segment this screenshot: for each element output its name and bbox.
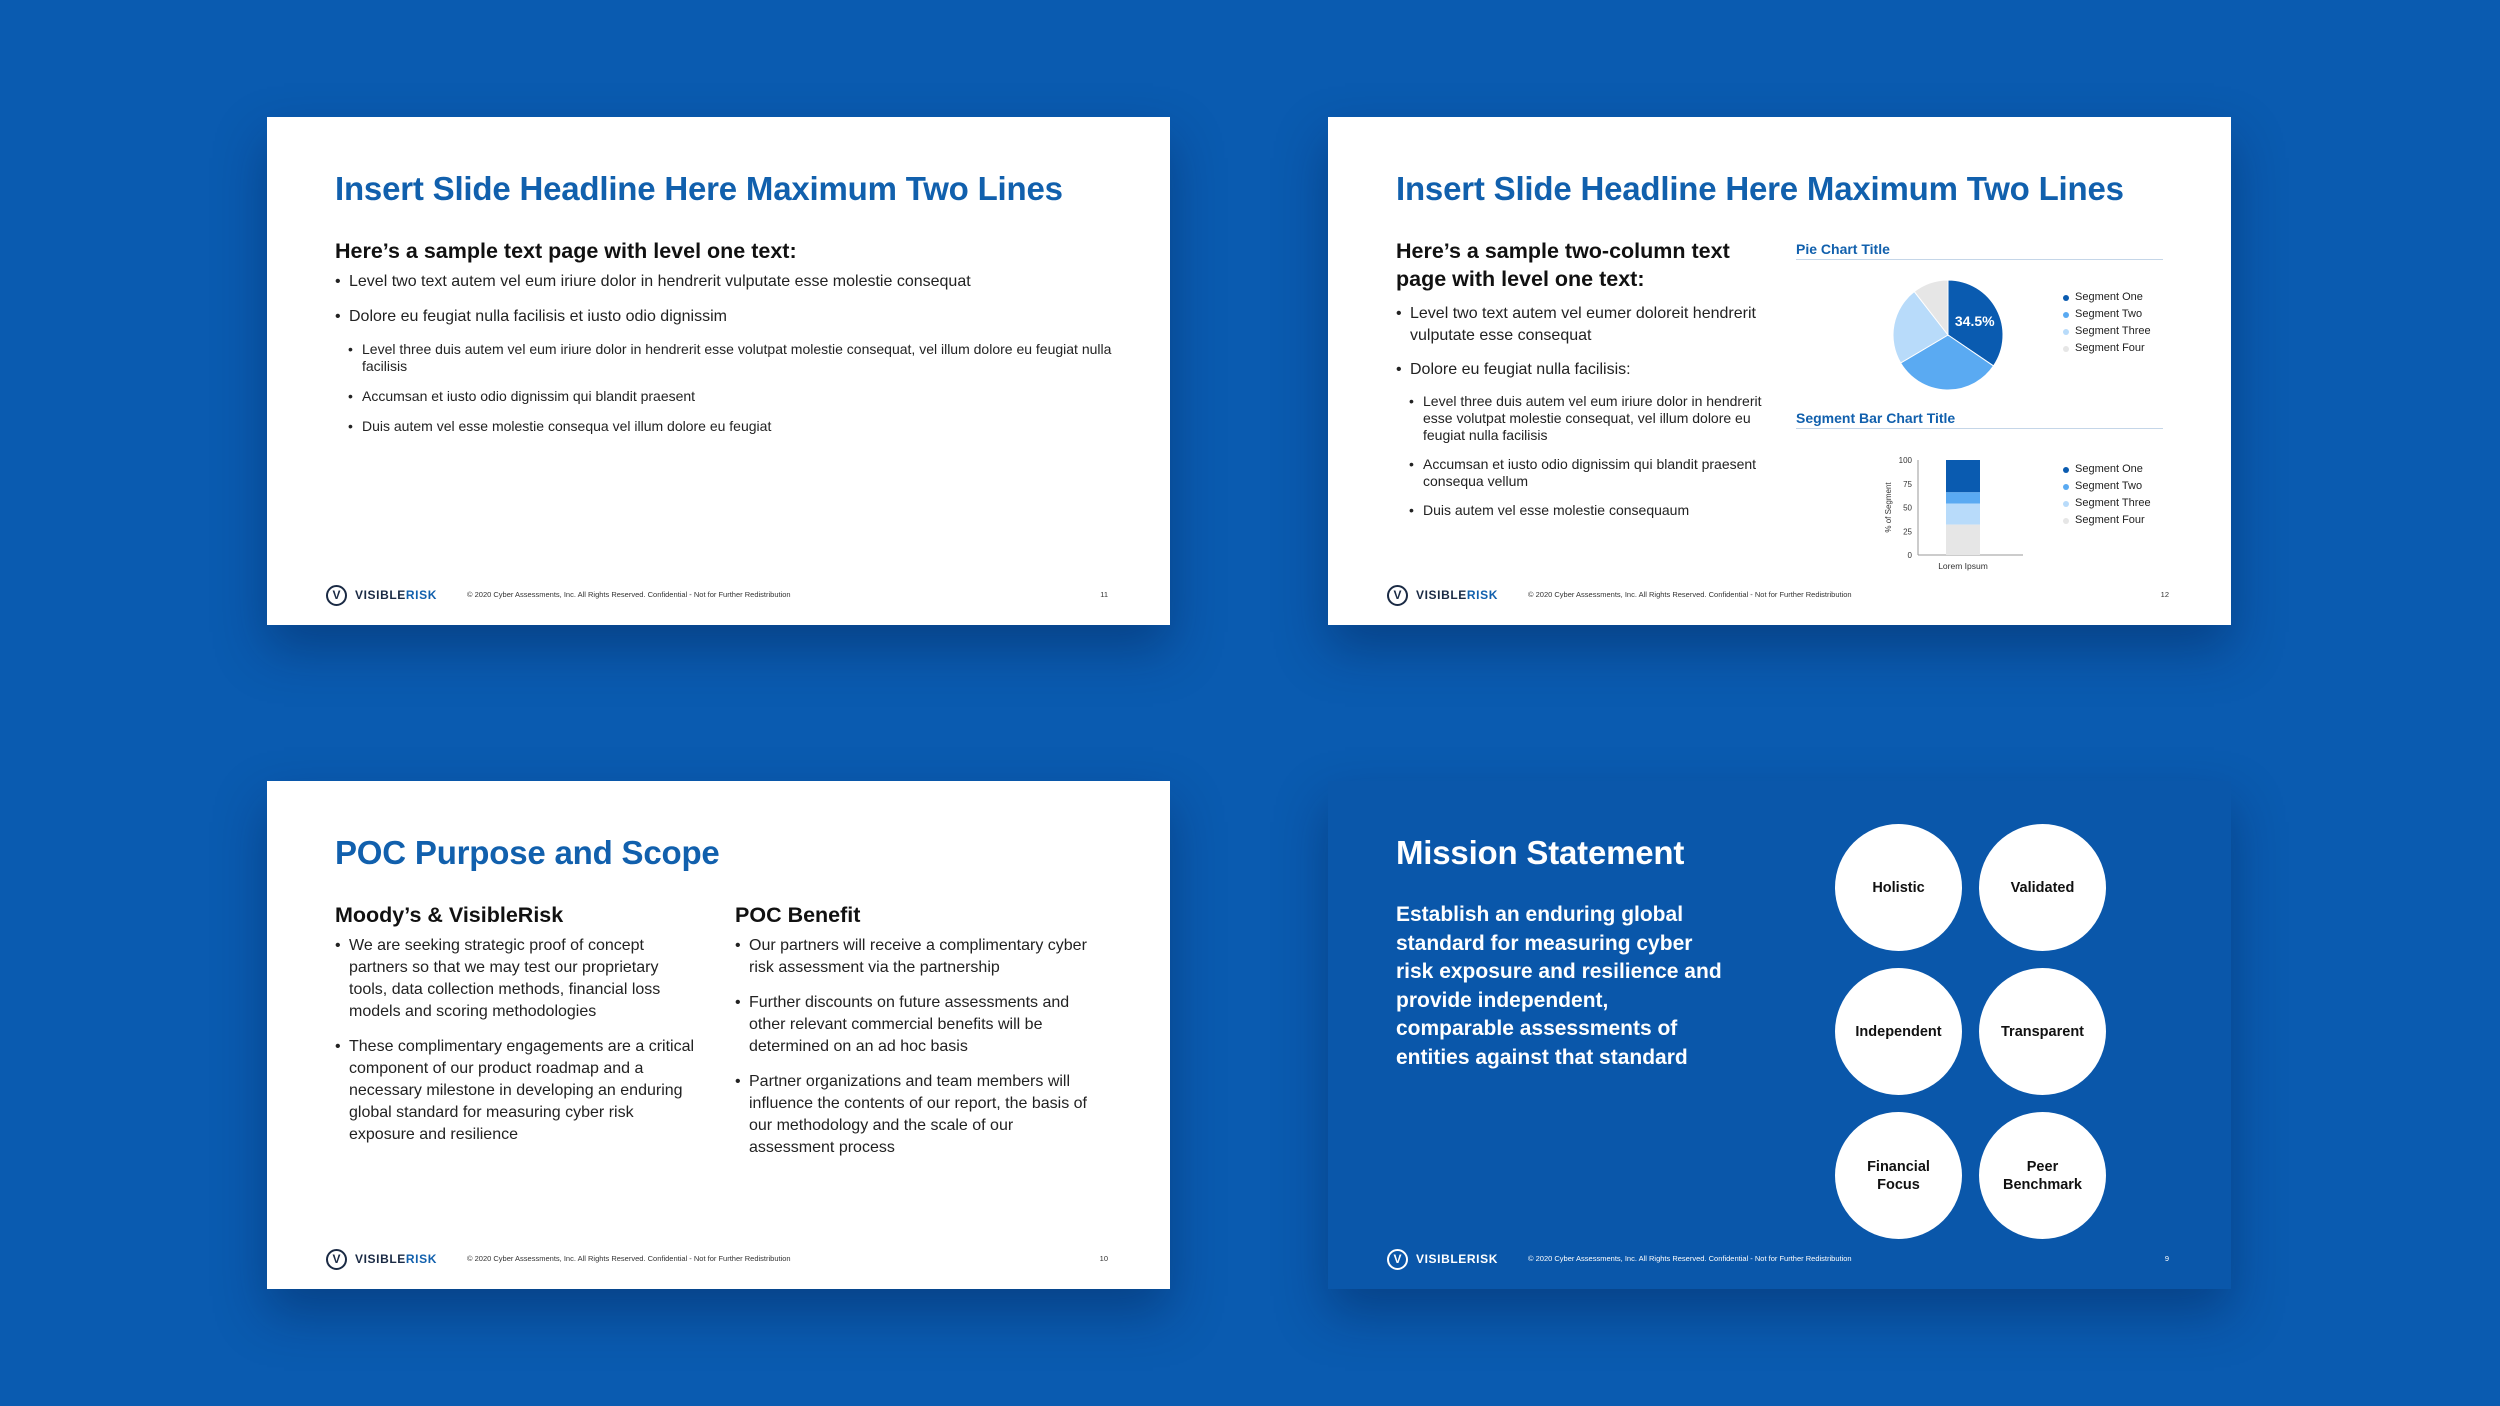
logo-text-visible: VISIBLE bbox=[355, 1252, 406, 1266]
legend-item-segment-one bbox=[2063, 289, 2173, 306]
left-column bbox=[335, 901, 695, 1159]
legend-swatch bbox=[2063, 501, 2069, 507]
bar-segment-segment-two bbox=[1946, 492, 1980, 503]
logo-text-risk: RISK bbox=[1466, 588, 1498, 602]
logo-text-visible: VISIBLE bbox=[355, 588, 406, 602]
copyright-notice: © 2020 Cyber Assessments, Inc. All Rights Reserved. Confidential - Not for Further Redistribution bbox=[467, 590, 791, 599]
bar-segment-segment-three bbox=[1946, 504, 1980, 525]
bullet-level-three: • Duis autem vel esse molestie consequaum bbox=[1409, 502, 1766, 519]
bullet-level-three: • Level three duis autem vel eum iriure dolor in hendrerit esse volutpat molestie consequat, vel illum dolore eu feugiat nulla facilisis bbox=[348, 341, 1115, 375]
legend-item-segment-four bbox=[2063, 512, 2173, 529]
slide-headline: POC Purpose and Scope bbox=[335, 834, 720, 871]
slide-footer bbox=[326, 1248, 1156, 1270]
bullet-level-two: • Partner organizations and team members will influence the contents of our report, the basis of our methodology and the scale of our assessment process bbox=[735, 1071, 1095, 1159]
slide-headline: Insert Slide Headline Here Maximum Two Lines bbox=[1396, 170, 2124, 207]
y-tick-label: 25 bbox=[1903, 527, 1912, 537]
logo-text-risk: RISK bbox=[1466, 1252, 1498, 1266]
bullet-level-two: • Level two text autem vel eum iriure dolor in hendrerit vulputate esse molestie consequat bbox=[335, 271, 1115, 293]
bullet-level-two: • These complimentary engagements are a critical component of our product roadmap and a necessary milestone in developing an enduring global standard for measuring cyber risk exposure and resilience bbox=[335, 1036, 695, 1146]
slide-text-page[interactable] bbox=[267, 117, 1170, 625]
logo-text-risk: RISK bbox=[405, 588, 437, 602]
bar-segment-segment-one bbox=[1946, 460, 1980, 492]
copyright-notice: © 2020 Cyber Assessments, Inc. All Rights Reserved. Confidential - Not for Further Redistribution bbox=[1528, 1254, 1852, 1263]
logo-text-risk: RISK bbox=[405, 1252, 437, 1266]
bar-legend bbox=[2063, 461, 2173, 529]
slide-footer bbox=[326, 584, 1156, 606]
logo-mark-icon: V bbox=[326, 585, 347, 606]
slide-poc-purpose[interactable] bbox=[267, 781, 1170, 1289]
pie-chart bbox=[1888, 275, 2008, 395]
slide-mission-statement[interactable] bbox=[1328, 781, 2231, 1289]
bullet-level-three: • Duis autem vel esse molestie consequa vel illum dolore eu feugiat bbox=[348, 418, 1115, 435]
x-category-label: Lorem Ipsum bbox=[1938, 561, 1988, 571]
legend-swatch bbox=[2063, 329, 2069, 335]
y-tick-label: 0 bbox=[1907, 551, 1912, 560]
column-title: POC Benefit bbox=[735, 903, 861, 927]
page-number: 10 bbox=[1099, 1254, 1108, 1263]
page-number: 9 bbox=[2164, 1254, 2169, 1263]
value-circle-peer-benchmark: Peer Benchmark bbox=[1979, 1112, 2106, 1239]
bar-segment-segment-four bbox=[1946, 525, 1980, 555]
right-column bbox=[735, 901, 1095, 1172]
legend-label: Segment Four bbox=[2075, 514, 2145, 526]
y-tick-label: 75 bbox=[1903, 479, 1912, 489]
bullet-level-two: • Level two text autem vel eumer doloreit hendrerit vulputate esse consequat bbox=[1396, 303, 1766, 347]
page-number: 12 bbox=[2160, 590, 2169, 599]
legend-item-segment-three bbox=[2063, 495, 2173, 512]
legend-item-segment-three bbox=[2063, 323, 2173, 340]
legend-label: Segment Three bbox=[2075, 325, 2151, 337]
pie-chart-title: Pie Chart Title bbox=[1796, 241, 2163, 260]
level-one-text: Here’s a sample two-column text page with level one text: bbox=[1396, 239, 1730, 291]
level-one-text: Here’s a sample text page with level one text: bbox=[335, 239, 797, 263]
bar-chart bbox=[1868, 450, 2058, 580]
bullet-level-three: • Accumsan et iusto odio dignissim qui blandit praesent bbox=[348, 388, 1115, 405]
legend-swatch bbox=[2063, 346, 2069, 352]
legend-swatch bbox=[2063, 484, 2069, 490]
legend-item-segment-two bbox=[2063, 306, 2173, 323]
legend-item-segment-four bbox=[2063, 340, 2173, 357]
bullet-level-two: • Our partners will receive a complimentary cyber risk assessment via the partnership bbox=[735, 935, 1095, 979]
bullet-level-two: • We are seeking strategic proof of concept partners so that we may test our proprietary tools, data collection methods, financial loss models and scoring methodologies bbox=[335, 935, 695, 1023]
legend-swatch bbox=[2063, 295, 2069, 301]
bullet-level-three: • Accumsan et iusto odio dignissim qui blandit praesent consequa vellum bbox=[1409, 456, 1766, 490]
visiblerisk-logo bbox=[1387, 584, 1498, 606]
bullet-level-two: • Further discounts on future assessments and other relevant commercial benefits will be determined on an ad hoc basis bbox=[735, 992, 1095, 1058]
copyright-notice: © 2020 Cyber Assessments, Inc. All Rights Reserved. Confidential - Not for Further Redistribution bbox=[467, 1254, 791, 1263]
logo-mark-icon: V bbox=[326, 1249, 347, 1270]
slide-headline: Insert Slide Headline Here Maximum Two Lines bbox=[335, 170, 1063, 207]
logo-mark-icon: V bbox=[1387, 585, 1408, 606]
value-circle-validated: Validated bbox=[1979, 824, 2106, 951]
column-title: Moody’s & VisibleRisk bbox=[335, 903, 564, 927]
visiblerisk-logo bbox=[326, 584, 437, 606]
legend-label: Segment Four bbox=[2075, 342, 2145, 354]
slide-footer bbox=[1387, 584, 2217, 606]
slide-headline: Mission Statement bbox=[1396, 834, 1685, 871]
legend-label: Segment One bbox=[2075, 291, 2143, 303]
legend-swatch bbox=[2063, 467, 2069, 473]
logo-text-visible: VISIBLE bbox=[1416, 588, 1467, 602]
value-circle-financial-focus: Financial Focus bbox=[1835, 1112, 1962, 1239]
copyright-notice: © 2020 Cyber Assessments, Inc. All Rights Reserved. Confidential - Not for Further Redistribution bbox=[1528, 590, 1852, 599]
legend-label: Segment Two bbox=[2075, 480, 2143, 492]
mission-statement-text: Establish an enduring global standard for measuring cyber risk exposure and resilience and provide independent, comparable assessments of entities against that standard bbox=[1396, 903, 1722, 1069]
slide-footer bbox=[1387, 1248, 2217, 1270]
bullet-level-two: • Dolore eu feugiat nulla facilisis et iusto odio dignissim bbox=[335, 306, 1115, 328]
left-column bbox=[1396, 237, 1766, 531]
bar-chart-title: Segment Bar Chart Title bbox=[1796, 410, 2163, 429]
legend-item-segment-one bbox=[2063, 461, 2173, 478]
legend-label: Segment Two bbox=[2075, 308, 2143, 320]
y-axis-label: % of Segment bbox=[1884, 482, 1893, 533]
page-number: 11 bbox=[1100, 590, 1108, 599]
legend-swatch bbox=[2063, 312, 2069, 318]
slide-body bbox=[335, 237, 1115, 448]
y-tick-label: 50 bbox=[1903, 503, 1912, 513]
value-circle-transparent: Transparent bbox=[1979, 968, 2106, 1095]
bullet-level-two: • Dolore eu feugiat nulla facilisis: bbox=[1396, 359, 1766, 381]
visiblerisk-logo bbox=[326, 1248, 437, 1270]
logo-mark-icon: V bbox=[1387, 1249, 1408, 1270]
legend-item-segment-two bbox=[2063, 478, 2173, 495]
y-tick-label: 100 bbox=[1898, 456, 1912, 465]
visiblerisk-logo bbox=[1387, 1248, 1498, 1270]
slide-two-column-charts[interactable] bbox=[1328, 117, 2231, 625]
legend-label: Segment Three bbox=[2075, 497, 2151, 509]
legend-label: Segment One bbox=[2075, 463, 2143, 475]
value-circle-holistic: Holistic bbox=[1835, 824, 1962, 951]
legend-swatch bbox=[2063, 518, 2069, 524]
bullet-level-three: • Level three duis autem vel eum iriure dolor in hendrerit esse volutpat molestie consequat, vel illum dolore eu feugiat nulla facilisis bbox=[1409, 393, 1766, 444]
pie-data-label: 34.5% bbox=[1954, 312, 1995, 329]
value-circle-independent: Independent bbox=[1835, 968, 1962, 1095]
logo-text-visible: VISIBLE bbox=[1416, 1252, 1467, 1266]
pie-legend bbox=[2063, 289, 2173, 357]
